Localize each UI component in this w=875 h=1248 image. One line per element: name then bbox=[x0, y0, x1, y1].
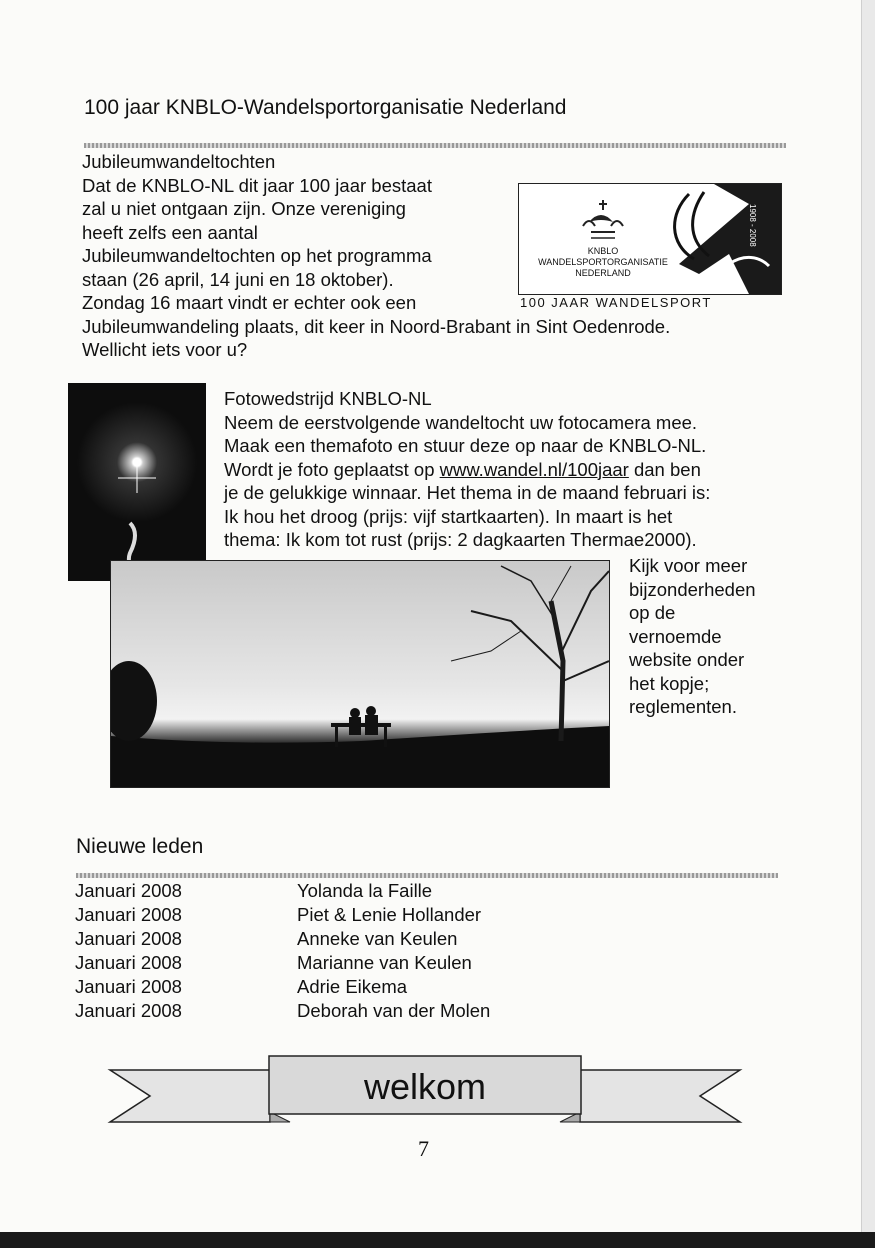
contest-line: Maak een themafoto en stuur deze op naar de KNBLO-NL. bbox=[224, 435, 707, 456]
member-month: Januari 2008 bbox=[75, 880, 182, 901]
member-name: Anneke van Keulen bbox=[297, 928, 458, 949]
side-note-line: op de bbox=[629, 602, 676, 623]
jubilee-heading: Jubileumwandeltochten bbox=[82, 151, 276, 172]
jubilee-line: Wellicht iets voor u? bbox=[82, 339, 248, 360]
member-month: Januari 2008 bbox=[75, 952, 182, 973]
member-month: Januari 2008 bbox=[75, 928, 182, 949]
contest-heading: Fotowedstrijd KNBLO-NL bbox=[224, 388, 432, 409]
contest-text: dan ben bbox=[628, 458, 701, 480]
side-note-line: het kopje; bbox=[629, 672, 710, 694]
member-month: Januari 2008 bbox=[75, 976, 182, 997]
members-divider bbox=[76, 873, 778, 878]
member-name: Piet & Lenie Hollander bbox=[297, 904, 482, 925]
logo-line: NEDERLAND bbox=[575, 268, 631, 278]
page-number: 7 bbox=[418, 1136, 429, 1161]
page-title: 100 jaar KNBLO-Wandelsportorganisatie Nederland bbox=[84, 96, 567, 119]
side-note-line: reglementen. bbox=[629, 696, 737, 717]
member-month: Januari 2008 bbox=[75, 904, 182, 925]
jubilee-line: Zondag 16 maart vindt er echter ook een bbox=[82, 292, 417, 313]
logo-org-name bbox=[519, 246, 687, 279]
jubilee-line: zal u niet ontgaan zijn. Onze vereniging bbox=[82, 198, 406, 219]
jubilee-line: heeft zelfs een aantal bbox=[82, 221, 258, 243]
logo-line: WANDELSPORTORGANISATIE bbox=[538, 257, 668, 267]
side-note-line: Kijk voor meer bbox=[629, 555, 748, 576]
photo-contest-section bbox=[224, 387, 784, 552]
members-list bbox=[75, 879, 535, 1029]
side-note-line: website onder bbox=[629, 649, 745, 670]
contest-text: Wordt je foto geplaatst op bbox=[224, 458, 440, 480]
contest-line bbox=[224, 458, 784, 482]
member-name: Marianne van Keulen bbox=[297, 952, 472, 973]
scan-border bbox=[0, 1232, 875, 1248]
contest-line: Ik hou het droog (prijs: vijf startkaarten). In maart is het bbox=[224, 505, 673, 527]
contest-line: Neem de eerstvolgende wandeltocht uw fotocamera mee. bbox=[224, 411, 698, 433]
bench-couple-photo bbox=[110, 560, 610, 788]
logo-caption: 100 JAAR WANDELSPORT bbox=[520, 295, 712, 310]
contest-line: je de gelukkige winnaar. Het thema in de maand februari is: bbox=[224, 482, 711, 503]
member-month: Januari 2008 bbox=[75, 1000, 182, 1021]
contest-side-note bbox=[629, 554, 799, 719]
page-edge bbox=[861, 0, 875, 1248]
members-heading: Nieuwe leden bbox=[76, 835, 204, 858]
logo-years: 1908 - 2008 bbox=[748, 204, 757, 247]
photo-detail bbox=[68, 383, 206, 581]
contest-line: thema: Ik kom tot rust (prijs: 2 dagkaarten Thermae2000). bbox=[224, 529, 697, 550]
member-name: Yolanda la Faille bbox=[297, 880, 433, 901]
jubilee-line: staan (26 april, 14 juni en 18 oktober). bbox=[82, 268, 394, 290]
member-name: Adrie Eikema bbox=[297, 976, 408, 997]
welcome-banner-text: welkom bbox=[363, 1066, 487, 1107]
title-divider bbox=[84, 143, 786, 148]
member-name: Deborah van der Molen bbox=[297, 1000, 491, 1021]
side-note-line: vernoemde bbox=[629, 625, 722, 647]
photo-detail bbox=[111, 561, 609, 787]
logo-line: KNBLO bbox=[587, 246, 619, 256]
side-note-line: bijzonderheden bbox=[629, 578, 756, 600]
contest-website-link[interactable]: www.wandel.nl/100jaar bbox=[439, 458, 629, 480]
night-river-photo bbox=[68, 383, 206, 581]
jubilee-line: Jubileumwandeling plaats, dit keer in Noord-Brabant in Sint Oedenrode. bbox=[82, 315, 671, 337]
jubilee-line: Dat de KNBLO-NL dit jaar 100 jaar bestaat bbox=[82, 174, 432, 196]
jubilee-line: Jubileumwandeltochten op het programma bbox=[82, 245, 432, 266]
knblo-anniversary-logo bbox=[518, 183, 782, 295]
